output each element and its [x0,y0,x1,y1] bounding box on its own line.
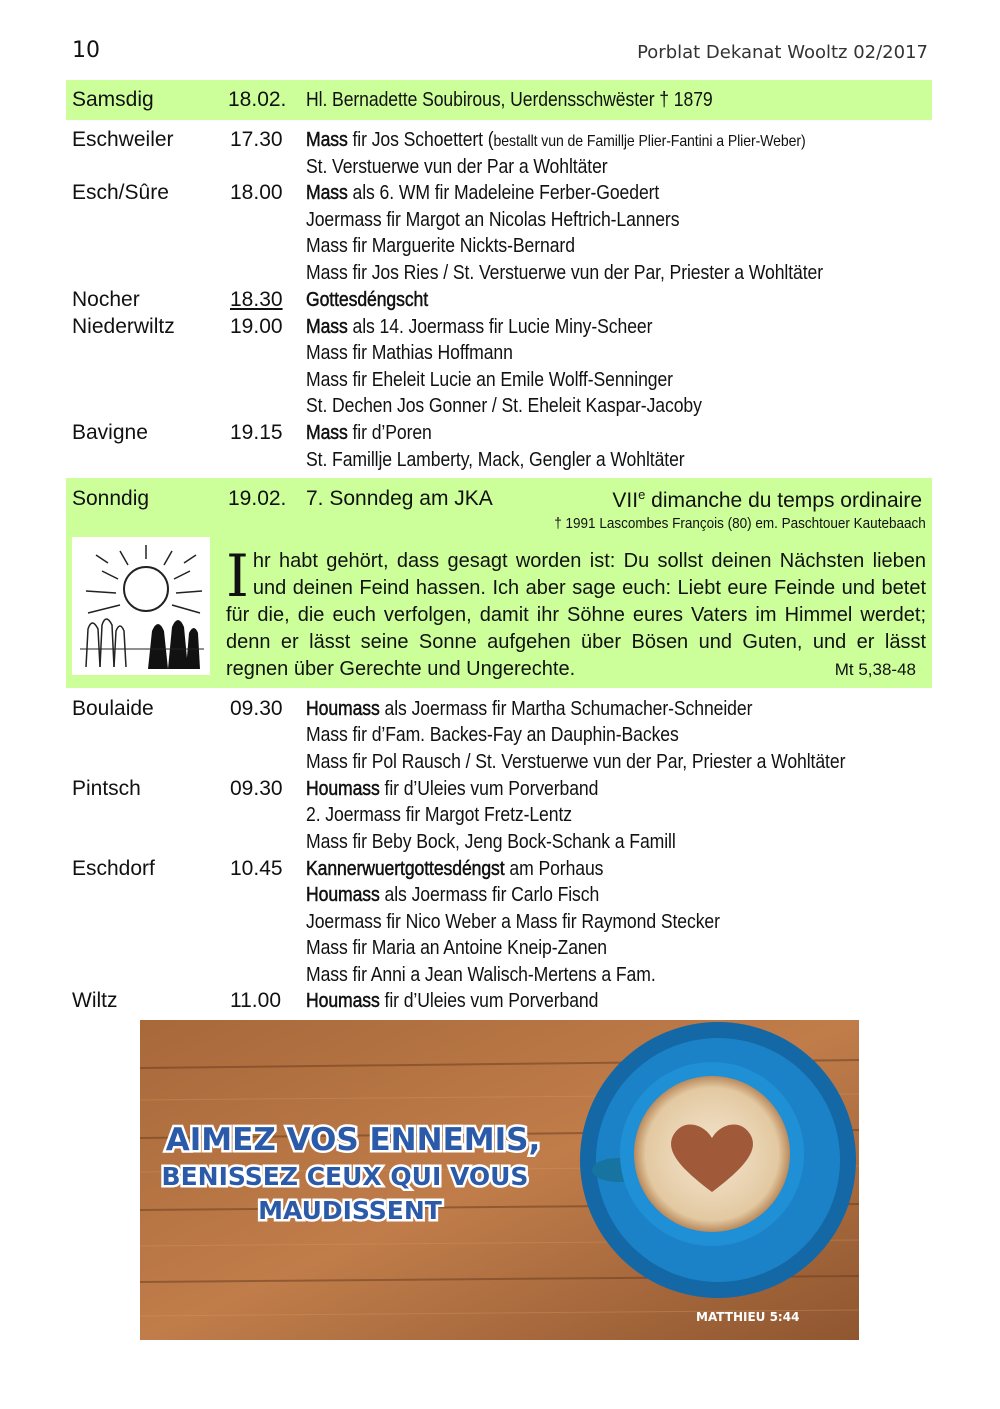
service-keyword: Houmass [306,778,380,800]
service-line [306,698,752,721]
sunday-day: Sonndig [72,487,150,510]
service-line: St. Dechen Jos Gonner / St. Eheleit Kaspar-Jacoby [306,395,702,417]
saturday-feast: Hl. Bernadette Soubirous, Uerdensschwëster † 1879 [306,89,713,111]
gospel-reference: Mt 5,38-48 [834,660,916,679]
memorial-note: † 1991 Lascombes François (80) em. Paschtouer Kautebaach [554,515,926,532]
service-text: als 14. Joermass fir Lucie Miny-Scheer [347,316,653,338]
time-bavigne: 19.15 [230,421,283,444]
service-line [306,778,598,801]
service-keyword: Mass [306,316,348,338]
time-wiltz: 11.00 [230,989,281,1012]
time-niederwiltz: 19.00 [230,315,283,338]
gospel-body: hr habt gehört, dass gesagt worden ist: Du sollst deinen Nächsten lieben und deinen Feind hassen. Ich aber sage euch: Liebt eure Feinde und betet für die, die euch verfolgen, damit ihr Söhne eures Vaters im Himmel werdet; denn er lässt seine Sonne aufgehen über Bösen und Guten, und er lässt regnen über Gerechte und Ungerechte. [226,550,926,680]
time-eschdorf: 10.45 [230,857,283,880]
service-text: als Joermass fir Martha Schumacher-Schneider [379,698,753,720]
sun-illustration-svg [72,537,210,675]
service-line: Mass fir Eheleit Lucie an Emile Wolff-Senninger [306,369,673,391]
service-line: Mass fir Pol Rausch / St. Verstuerwe vun der Par, Priester a Wohltäter [306,751,846,773]
service-line [306,858,603,881]
banner-reference: MATTHIEU 5:44 [696,1310,800,1324]
service-line: Mass fir Marguerite Nickts-Bernard [306,235,575,257]
sunday-name: 7. Sonndeg am JKA [306,487,493,510]
service-line: St. Famillje Lamberty, Mack, Gengler a Wohltäter [306,449,685,471]
service-keyword: Mass [306,182,348,204]
place-eschweiler: Eschweiler [72,128,174,151]
time-pintsch: 09.30 [230,777,283,800]
service-note: bestallt vun de Famillje Plier-Fantini a Plier-Weber) [493,133,806,150]
time-nocher: 18.30 [230,288,283,311]
service-keyword: Kannerwuertgottesdéngst [306,858,505,880]
banner-line-2: BENISSEZ CEUX QUI VOUS [161,1162,529,1191]
page-header [72,38,928,68]
service-line: Mass fir Anni a Jean Walisch-Mertens a Fam. [306,964,656,986]
service-keyword: Mass [306,422,348,444]
service-keyword: Houmass [306,698,380,720]
service-line [306,316,652,339]
service-line: Mass fir Mathias Hoffmann [306,342,513,364]
publication-title: Porblat Dekanat Wooltz 02/2017 [637,42,928,63]
service-line [306,884,599,907]
drop-cap: I [226,542,249,610]
banner-svg [140,1020,859,1340]
roman-numeral: VII [612,489,639,512]
sun-people-illustration [72,537,210,675]
service-text: als Joermass fir Carlo Fisch [379,884,600,906]
service-keyword: Houmass [306,990,380,1012]
service-line [306,129,806,152]
service-line: Mass fir Maria an Antoine Kneip-Zanen [306,937,608,959]
time-eschweiler: 17.30 [230,128,283,151]
place-niederwiltz: Niederwiltz [72,315,175,338]
service-text: als 6. WM fir Madeleine Ferber-Goedert [347,182,660,204]
saturday-date: 18.02. [228,88,287,111]
banner-line-3: MAUDISSENT [258,1196,442,1225]
sunday-date: 19.02. [228,487,287,510]
gospel-text [226,542,926,683]
service-line: Mass fir Jos Ries / St. Verstuerwe vun der Par, Priester a Wohltäter [306,262,823,284]
service-line: 2. Joermass fir Margot Fretz-Lentz [306,804,572,826]
saturday-day: Samsdig [72,88,154,111]
service-line [306,422,432,445]
service-line: Joermass fir Margot an Nicolas Heftrich-Lanners [306,209,680,231]
service-line: Joermass fir Nico Weber a Mass fir Raymond Stecker [306,911,720,933]
place-eschdorf: Eschdorf [72,857,155,880]
time-esch-sure: 18.00 [230,181,283,204]
french-title: dimanche du temps ordinaire [645,489,922,512]
service-text: fir d’Poren [347,422,432,444]
page-number: 10 [72,38,100,63]
ordinal-suffix: e [638,487,646,502]
place-esch-sure: Esch/Sûre [72,181,169,204]
service-text: fir Jos Schoettert ( [347,129,494,151]
service-line [306,289,428,312]
banner-line-1: AIMEZ VOS ENNEMIS, [165,1122,541,1158]
service-line [306,182,659,205]
service-text: am Porhaus [504,858,604,880]
service-keyword: Gottesdéngscht [306,289,429,311]
service-text: fir d’Uleies vum Porverband [379,778,599,800]
place-wiltz: Wiltz [72,989,118,1012]
service-line [306,990,598,1013]
place-nocher: Nocher [72,288,140,311]
place-pintsch: Pintsch [72,777,141,800]
service-text: fir d’Uleies vum Porverband [379,990,599,1012]
time-boulaide: 09.30 [230,697,283,720]
place-bavigne: Bavigne [72,421,148,444]
sunday-french-name [612,487,922,513]
service-line: Mass fir d’Fam. Backes-Fay an Dauphin-Backes [306,724,679,746]
service-keyword: Houmass [306,884,380,906]
service-line: St. Verstuerwe vun der Par a Wohltäter [306,156,608,178]
service-line: Mass fir Beby Bock, Jeng Bock-Schank a Famill [306,831,676,853]
service-keyword: Mass [306,129,348,151]
scripture-banner [140,1020,859,1340]
place-boulaide: Boulaide [72,697,154,720]
